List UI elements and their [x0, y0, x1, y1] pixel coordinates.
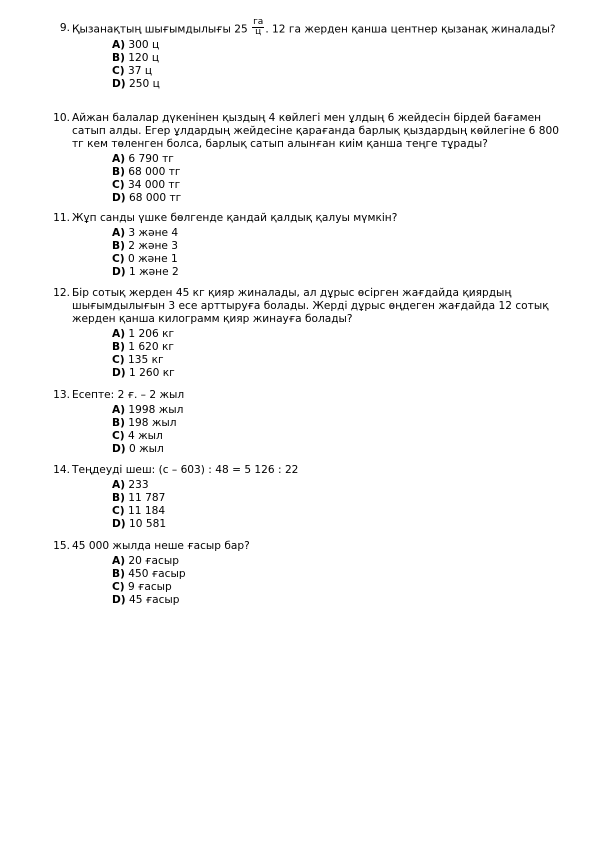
question-number: 15.: [53, 540, 70, 552]
answer-option[interactable]: [112, 354, 568, 367]
answer-option[interactable]: [112, 492, 568, 505]
option-letter: C): [112, 65, 125, 77]
option-text: 0 жыл: [129, 443, 164, 455]
option-text: 1 620 кг: [128, 341, 174, 353]
option-text: 37 ц: [128, 65, 153, 77]
option-letter: B): [112, 417, 125, 429]
answer-option[interactable]: [112, 443, 568, 456]
answer-option[interactable]: [112, 78, 568, 91]
option-text: 68 000 тг: [128, 166, 181, 178]
option-letter: D): [112, 443, 126, 455]
question-15: [48, 540, 568, 607]
option-letter: D): [112, 594, 126, 606]
answer-option[interactable]: [112, 179, 568, 192]
option-text: 450 ғасыр: [128, 568, 186, 580]
question-text: 45 000 жылда неше ғасыр бар?: [72, 540, 250, 552]
option-text: 250 ц: [129, 78, 160, 90]
option-letter: B): [112, 492, 125, 504]
option-letter: C): [112, 253, 125, 265]
answer-option[interactable]: [112, 65, 568, 78]
option-letter: B): [112, 568, 125, 580]
answer-option[interactable]: [112, 555, 568, 568]
option-letter: C): [112, 179, 125, 191]
option-text: 233: [128, 479, 149, 491]
option-letter: A): [112, 479, 126, 491]
option-text: 1 260 кг: [129, 367, 175, 379]
question-text: Есепте: 2 ғ. – 2 жыл: [72, 389, 185, 401]
option-letter: D): [112, 78, 126, 90]
option-text: 6 790 тг: [128, 153, 174, 165]
answer-options: [112, 39, 568, 91]
answer-option[interactable]: [112, 266, 568, 279]
question-13: [48, 389, 568, 456]
option-text: 45 ғасыр: [129, 594, 180, 606]
answer-option[interactable]: [112, 505, 568, 518]
question-number: 13.: [53, 389, 70, 401]
option-letter: A): [112, 555, 126, 567]
option-letter: A): [112, 153, 126, 165]
question-number: 12.: [53, 287, 70, 299]
answer-option[interactable]: [112, 518, 568, 531]
option-text: 10 581: [129, 518, 167, 530]
option-letter: C): [112, 581, 125, 593]
question-10: [48, 112, 568, 205]
option-text: 120 ц: [128, 52, 160, 64]
question-number: 11.: [53, 212, 70, 224]
question-11: [48, 212, 568, 279]
answer-option[interactable]: [112, 39, 568, 52]
option-text: 300 ц: [128, 39, 160, 51]
question-text: Теңдеуді шеш: (с – 603) : 48 = 5 126 : 22: [72, 464, 299, 476]
option-text: 198 жыл: [128, 417, 177, 429]
answer-option[interactable]: [112, 253, 568, 266]
answer-option[interactable]: [112, 581, 568, 594]
question-9: [48, 17, 568, 91]
question-number: 9.: [59, 22, 70, 34]
option-letter: A): [112, 227, 126, 239]
answer-option[interactable]: [112, 328, 568, 341]
option-letter: D): [112, 192, 126, 204]
answer-option[interactable]: [112, 594, 568, 607]
option-letter: D): [112, 367, 126, 379]
question-text-part: . 12 га жерден қанша центнер қызанақ жиналады?: [265, 23, 556, 36]
question-14: [48, 464, 568, 531]
option-letter: B): [112, 166, 125, 178]
answer-option[interactable]: [112, 404, 568, 417]
option-text: 1 және 2: [129, 266, 179, 278]
option-text: 11 184: [128, 505, 166, 517]
fraction-numerator: га: [253, 17, 264, 27]
answer-option[interactable]: [112, 417, 568, 430]
option-letter: B): [112, 240, 125, 252]
answer-option[interactable]: [112, 568, 568, 581]
option-letter: C): [112, 505, 125, 517]
question-number: 10.: [53, 112, 70, 124]
option-text: 3 және 4: [128, 227, 179, 239]
option-text: 4 жыл: [128, 430, 163, 442]
answer-option[interactable]: [112, 52, 568, 65]
option-text: 11 787: [128, 492, 166, 504]
answer-options: [112, 479, 568, 531]
option-text: 68 000 тг: [129, 192, 182, 204]
option-text: 34 000 тг: [128, 179, 181, 191]
question-number: 14.: [53, 464, 70, 476]
option-text: 2 және 3: [128, 240, 179, 252]
question-text: Бір сотық жерден 45 кг қияр жиналады, ал дұрыс өсірген жағдайда қиярдың шығымдылығын 3 есе арттыруға болады. Жерді дұрыс өңдеген жағдайда 12 сотық жерден қанша килограмм қияр жинауға болады?: [72, 287, 549, 325]
fraction-denominator: ц: [255, 27, 262, 37]
question-12: [48, 287, 568, 380]
option-letter: C): [112, 354, 125, 366]
answer-option[interactable]: [112, 227, 568, 240]
answer-options: [112, 227, 568, 279]
option-letter: D): [112, 266, 126, 278]
option-letter: A): [112, 39, 126, 51]
question-text-part: Қызанақтың шығымдылығы 25: [72, 23, 248, 36]
option-text: 135 кг: [128, 354, 164, 366]
option-text: 9 ғасыр: [128, 581, 172, 593]
option-text: 1998 жыл: [128, 404, 184, 416]
option-letter: A): [112, 328, 126, 340]
option-text: 20 ғасыр: [128, 555, 179, 567]
option-letter: C): [112, 430, 125, 442]
answer-option[interactable]: [112, 479, 568, 492]
option-letter: B): [112, 341, 125, 353]
option-letter: B): [112, 52, 125, 64]
answer-option[interactable]: [112, 240, 568, 253]
option-text: 1 206 кг: [128, 328, 175, 340]
answer-option[interactable]: [112, 153, 568, 166]
answer-option[interactable]: [112, 192, 568, 205]
answer-options: [112, 328, 568, 380]
answer-option[interactable]: [112, 367, 568, 380]
question-text: Айжан балалар дүкенінен қыздың 4 көйлегі мен ұлдың 6 жейдесін бірдей бағамен сатып алды. Егер ұлдардың жейдесіне қарағанда барлық қыздардың көйлегіне 6 800 тг кем төленген болса, барлық сатып алынған киім қанша теңге тұрады?: [72, 112, 560, 150]
option-letter: A): [112, 404, 126, 416]
question-text: [72, 17, 568, 37]
fraction: [252, 18, 264, 37]
answer-option[interactable]: [112, 430, 568, 443]
answer-option[interactable]: [112, 166, 568, 179]
option-letter: D): [112, 518, 126, 530]
answer-options: [112, 555, 568, 607]
option-text: 0 және 1: [128, 253, 178, 265]
answer-option[interactable]: [112, 341, 568, 354]
answer-options: [112, 153, 568, 205]
answer-options: [112, 404, 568, 456]
question-text: Жұп санды үшке бөлгенде қандай қалдық қалуы мүмкін?: [72, 212, 398, 224]
